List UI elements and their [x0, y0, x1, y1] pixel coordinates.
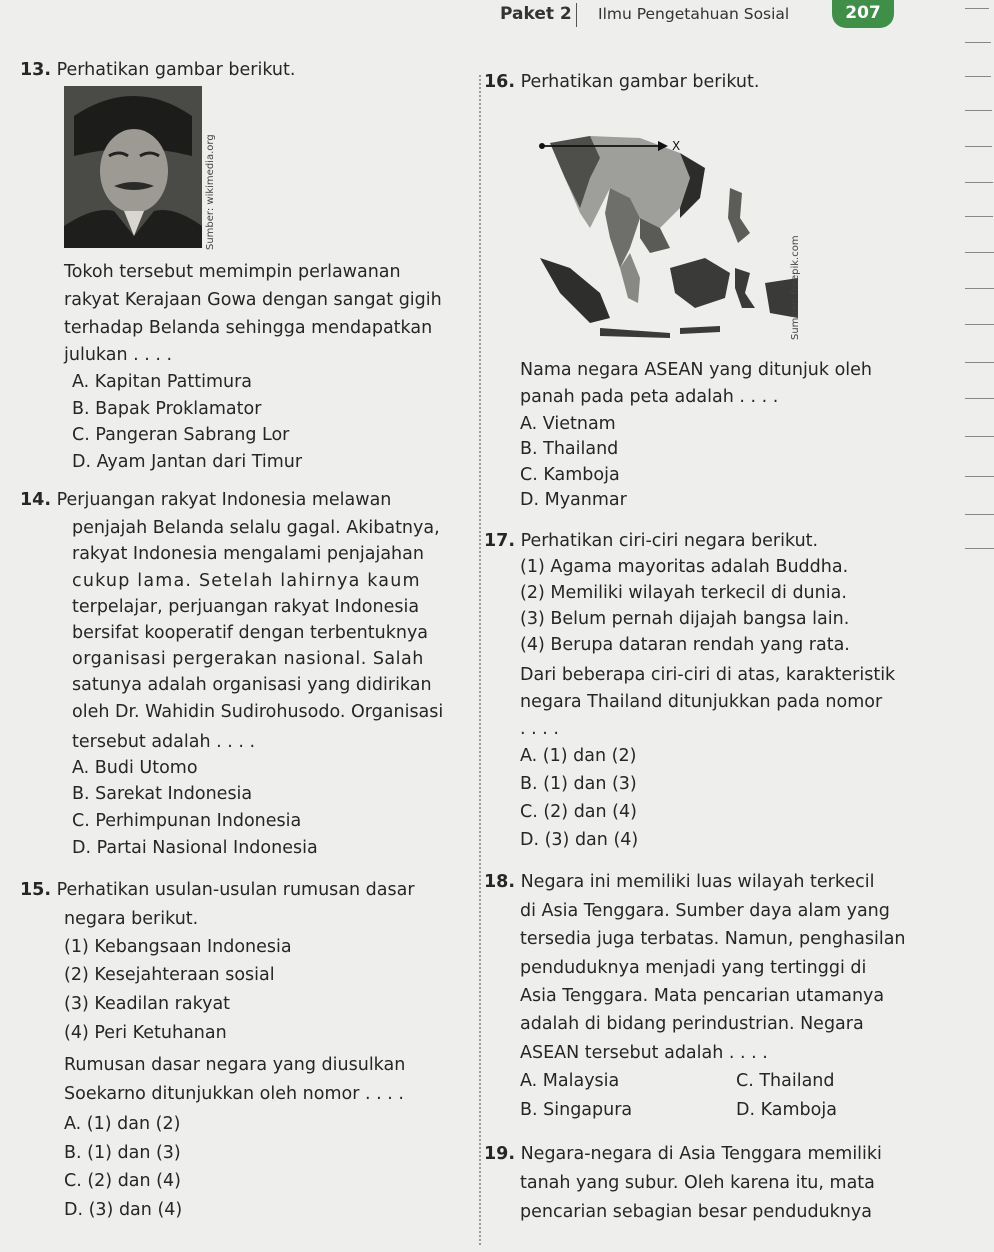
q17-number: 17. — [484, 531, 516, 551]
q17-item-1: (1) Agama mayoritas adalah Buddha. — [520, 557, 849, 577]
q18-text-7: ASEAN tersebut adalah . . . . — [520, 1043, 768, 1063]
q14-text-3: rakyat Indonesia mengalami penjajahan — [72, 544, 424, 564]
q16-option-d: D. Myanmar — [520, 490, 627, 510]
q19-text-1 — [484, 1144, 882, 1164]
q13-prompt: Perhatikan gambar berikut. — [56, 60, 296, 80]
q19-text-3: pencarian sebagian besar penduduknya — [520, 1202, 872, 1222]
q14-text-9: oleh Dr. Wahidin Sudirohusodo. Organisasi — [72, 702, 444, 722]
q15-option-c: C. (2) dan (4) — [64, 1171, 181, 1191]
q18-option-a: A. Malaysia — [520, 1071, 620, 1091]
q17-option-d: D. (3) dan (4) — [520, 830, 639, 850]
q16-text-2: panah pada peta adalah . . . . — [520, 387, 779, 407]
q17-item-4: (4) Berupa dataran rendah yang rata. — [520, 635, 850, 655]
q19-line-1: Negara-negara di Asia Tenggara memiliki — [520, 1144, 882, 1164]
q17-item-3: (3) Belum pernah dijajah bangsa lain. — [520, 609, 850, 629]
q14-text-7: organisasi pergerakan nasional. Salah — [72, 649, 424, 669]
q14-text-5: terpelajar, perjuangan rakyat Indonesia — [72, 597, 420, 617]
header-separator — [576, 3, 577, 27]
southeast-asia-map — [530, 118, 800, 340]
q15-text-2: negara berikut. — [64, 909, 199, 929]
q13-text-1: Tokoh tersebut memimpin perlawanan — [64, 262, 401, 282]
q13-number: 13. — [20, 60, 52, 80]
page-number-badge: 207 — [832, 0, 894, 28]
map-credit: Sumber: freepik.com — [790, 235, 801, 340]
q17-text-3: . . . . — [520, 719, 559, 739]
q19-number: 19. — [484, 1144, 516, 1164]
q13-text-4: julukan . . . . — [64, 345, 173, 365]
q13-option-a: A. Kapitan Pattimura — [72, 372, 253, 392]
q18-option-c: C. Thailand — [736, 1071, 835, 1091]
map-label-x: X — [672, 139, 681, 153]
q13-text-3: terhadap Belanda sehingga mendapatkan — [64, 318, 433, 338]
q16-number: 16. — [484, 72, 516, 92]
q17-option-a: A. (1) dan (2) — [520, 746, 637, 766]
q15-item-2: (2) Kesejahteraan sosial — [64, 965, 275, 985]
q15-line-1: Perhatikan usulan-usulan rumusan dasar — [56, 880, 415, 900]
q18-option-b: B. Singapura — [520, 1100, 633, 1120]
photo-credit: Sumber: wikimedia.org — [205, 134, 216, 250]
q16-option-b: B. Thailand — [520, 439, 619, 459]
q13-option-d: D. Ayam Jantan dari Timur — [72, 452, 303, 472]
q14-number: 14. — [20, 490, 52, 510]
q14-option-d: D. Partai Nasional Indonesia — [72, 838, 318, 858]
q15-text-1 — [20, 880, 415, 900]
paket-label: Paket 2 — [500, 4, 572, 24]
q16-header — [484, 72, 759, 92]
q19-text-2: tanah yang subur. Oleh karena itu, mata — [520, 1173, 875, 1193]
q17-text-2: negara Thailand ditunjukkan pada nomor — [520, 692, 883, 712]
q18-text-1 — [484, 872, 874, 892]
q15-item-3: (3) Keadilan rakyat — [64, 994, 231, 1014]
q17-option-b: B. (1) dan (3) — [520, 774, 637, 794]
q15-item-4: (4) Peri Ketuhanan — [64, 1023, 227, 1043]
q17-prompt: Perhatikan ciri-ciri negara berikut. — [520, 531, 819, 551]
q15-option-a: A. (1) dan (2) — [64, 1114, 181, 1134]
portrait-photo — [64, 86, 202, 248]
subject-title: Ilmu Pengetahuan Sosial — [598, 5, 790, 23]
q18-option-d: D. Kamboja — [736, 1100, 837, 1120]
q15-number: 15. — [20, 880, 52, 900]
q18-text-3: tersedia juga terbatas. Namun, penghasilan — [520, 929, 906, 949]
q17-text-1: Dari beberapa ciri-ciri di atas, karakteristik — [520, 665, 896, 685]
q18-text-2: di Asia Tenggara. Sumber daya alam yang — [520, 901, 890, 921]
q14-text-6: bersifat kooperatif dengan terbentuknya — [72, 623, 429, 643]
q16-option-c: C. Kamboja — [520, 465, 620, 485]
q15-option-d: D. (3) dan (4) — [64, 1200, 183, 1220]
q14-option-a: A. Budi Utomo — [72, 758, 198, 778]
q16-option-a: A. Vietnam — [520, 414, 616, 434]
q14-text-1 — [20, 490, 391, 510]
q16-text-1: Nama negara ASEAN yang ditunjuk oleh — [520, 360, 873, 380]
q16-prompt: Perhatikan gambar berikut. — [520, 72, 760, 92]
q18-text-4: penduduknya menjadi yang tertinggi di — [520, 958, 867, 978]
q18-text-6: adalah di bidang perindustrian. Negara — [520, 1014, 864, 1034]
q14-line-1: Perjuangan rakyat Indonesia melawan — [56, 490, 392, 510]
q14-text-2: penjajah Belanda selalu gagal. Akibatnya, — [72, 518, 440, 538]
q13-option-c: C. Pangeran Sabrang Lor — [72, 425, 290, 445]
q18-line-1: Negara ini memiliki luas wilayah terkecil — [520, 872, 875, 892]
q15-item-1: (1) Kebangsaan Indonesia — [64, 937, 292, 957]
q17-header — [484, 531, 818, 551]
q17-option-c: C. (2) dan (4) — [520, 802, 637, 822]
q18-number: 18. — [484, 872, 516, 892]
q18-text-5: Asia Tenggara. Mata pencarian utamanya — [520, 986, 885, 1006]
q17-item-2: (2) Memiliki wilayah terkecil di dunia. — [520, 583, 847, 603]
column-divider — [479, 75, 481, 1245]
q14-option-c: C. Perhimpunan Indonesia — [72, 811, 302, 831]
q14-option-b: B. Sarekat Indonesia — [72, 784, 253, 804]
q13-text-2: rakyat Kerajaan Gowa dengan sangat gigih — [64, 290, 442, 310]
q14-text-10: tersebut adalah . . . . — [72, 732, 256, 752]
q14-text-8: satunya adalah organisasi yang didirikan — [72, 675, 432, 695]
q15-question-2: Soekarno ditunjukkan oleh nomor . . . . — [64, 1084, 404, 1104]
q13-header — [20, 60, 295, 80]
q14-text-4: cukup lama. Setelah lahirnya kaum — [72, 571, 421, 591]
q15-option-b: B. (1) dan (3) — [64, 1143, 181, 1163]
q15-question-1: Rumusan dasar negara yang diusulkan — [64, 1055, 406, 1075]
q13-option-b: B. Bapak Proklamator — [72, 399, 262, 419]
